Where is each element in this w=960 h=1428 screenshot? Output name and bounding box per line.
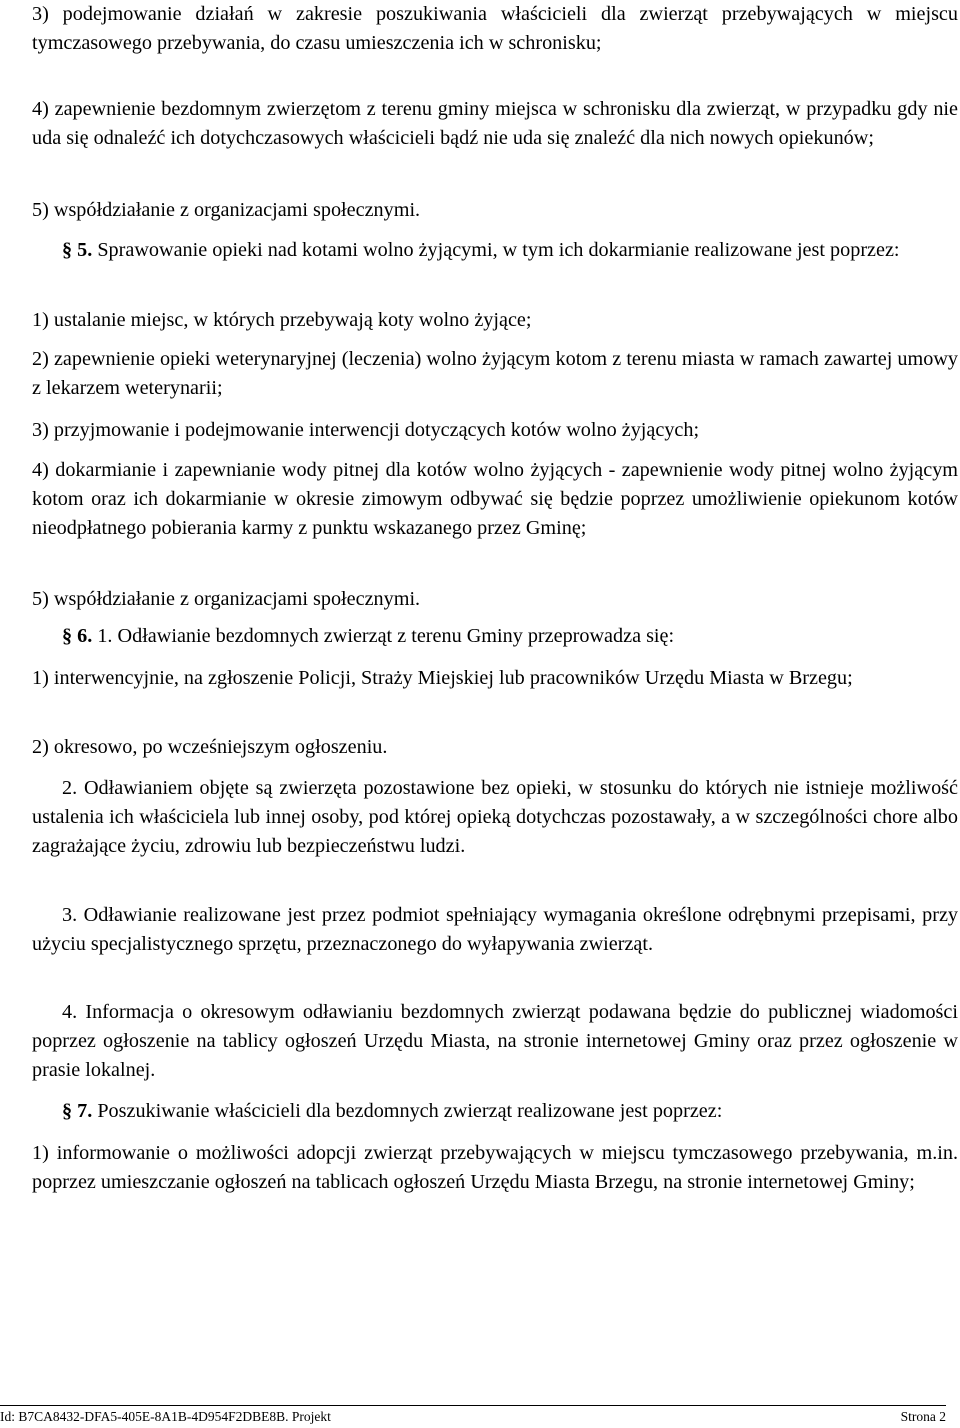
paragraph-item-4-shelter xyxy=(32,95,958,153)
paragraph-text: 1) informowanie o możliwości adopcji zwierząt przebywających w miejscu tymczasowego przebywania, m.in. poprzez umieszczanie ogłoszeń na tablicach ogłoszeń Urzędu Miasta Brzegu, na stronie internetowej Gminy; xyxy=(32,1142,958,1193)
page-footer xyxy=(0,1408,946,1426)
paragraph-catching-1 xyxy=(32,664,958,693)
paragraph-text: Sprawowanie opieki nad kotami wolno żyjącymi, w tym ich dokarmianie realizowane jest poprzez: xyxy=(92,239,900,261)
paragraph-text: 2. Odławianiem objęte są zwierzęta pozostawione bez opieki, w stosunku do których nie istnieje możliwość ustalenia ich właściciela lub innej osoby, pod której opieką dotychczas pozostawały, a w szczególności chore albo zagrażające życiu, zdrowiu lub bezpieczeństwu ludzi. xyxy=(32,777,958,857)
paragraph-text: 3) przyjmowanie i podejmowanie interwencji dotyczących kotów wolno żyjących; xyxy=(32,419,700,441)
paragraph-text: 3. Odławianie realizowane jest przez podmiot spełniający wymagania określone odrębnymi przepisami, przy użyciu specjalistycznego sprzętu, przeznaczonego do wyłapywania zwierząt. xyxy=(32,904,958,955)
paragraph-text: Poszukiwanie właścicieli dla bezdomnych zwierząt realizowane jest poprzez: xyxy=(92,1100,723,1122)
paragraph-text: 1) ustalanie miejsc, w których przebywają koty wolno żyjące; xyxy=(32,309,532,331)
paragraph-item-5-cooperation xyxy=(32,196,958,225)
paragraph-text: 5) współdziałanie z organizacjami społecznymi. xyxy=(32,199,421,221)
paragraph-text: 4) zapewnienie bezdomnym zwierzętom z terenu gminy miejsca w schronisku dla zwierząt, w przypadku gdy nie uda się odnaleźć ich dotychczasowych właścicieli bądź nie uda się znaleźć dla nich nowych opiekunów; xyxy=(32,98,958,149)
section-mark: § 6. xyxy=(62,625,93,647)
paragraph-text: 3) podejmowanie działań w zakresie poszukiwania właścicieli dla zwierząt przebywających w miejscu tymczasowego przebywania, do czasu umieszczenia ich w schronisku; xyxy=(32,3,958,54)
paragraph-cats-2 xyxy=(32,345,958,403)
paragraph-text: 2) okresowo, po wcześniejszym ogłoszeniu. xyxy=(32,736,388,758)
paragraph-text: 1) interwencyjnie, na zgłoszenie Policji, Straży Miejskiej lub pracowników Urzędu Miasta w Brzegu; xyxy=(32,667,853,689)
section-mark: § 7. xyxy=(62,1100,93,1122)
paragraph-catching-2 xyxy=(32,733,958,762)
paragraph-text: 4. Informacja o okresowym odławianiu bezdomnych zwierząt podawana będzie do publicznej wiadomości poprzez ogłoszenie na tablicy ogłoszeń Urzędu Miasta, na stronie internetowej Gminy oraz przez ogłoszenie w prasie lokalnej. xyxy=(32,1001,958,1081)
section-6-heading xyxy=(32,622,958,651)
footer-page-number: Strona 2 xyxy=(900,1409,946,1424)
paragraph-owners-1 xyxy=(32,1139,958,1197)
paragraph-text: 4) dokarmianie i zapewnianie wody pitnej dla kotów wolno żyjących - zapewnienie wody pitnej wolno żyjącym kotom oraz ich dokarmianie w okresie zimowym odbywać się będzie poprzez umożliwienie opiekunom kotów nieodpłatnego pobierania karmy z punktu wskazanego przez Gminę; xyxy=(32,459,958,539)
section-mark: § 5. xyxy=(62,239,93,261)
paragraph-section6-4 xyxy=(32,998,958,1085)
paragraph-section6-3 xyxy=(32,901,958,959)
footer-divider xyxy=(0,1405,946,1406)
paragraph-item-3-search-owners xyxy=(32,0,958,58)
section-7-heading xyxy=(32,1097,958,1126)
paragraph-cats-3 xyxy=(32,416,958,445)
paragraph-text: 2) zapewnienie opieki weterynaryjnej (leczenia) wolno żyjącym kotom z terenu miasta w ramach zawartej umowy z lekarzem weterynarii; xyxy=(32,348,958,399)
footer-document-id: Id: B7CA8432-DFA5-405E-8A1B-4D954F2DBE8B. Projekt xyxy=(0,1409,331,1424)
paragraph-cats-4 xyxy=(32,456,958,543)
paragraph-text: 1. Odławianie bezdomnych zwierząt z terenu Gminy przeprowadza się: xyxy=(92,625,675,647)
section-5-heading xyxy=(32,236,958,265)
paragraph-section6-2 xyxy=(32,774,958,861)
paragraph-cats-1 xyxy=(32,306,958,335)
paragraph-cats-5 xyxy=(32,585,958,614)
paragraph-text: 5) współdziałanie z organizacjami społecznymi. xyxy=(32,588,421,610)
